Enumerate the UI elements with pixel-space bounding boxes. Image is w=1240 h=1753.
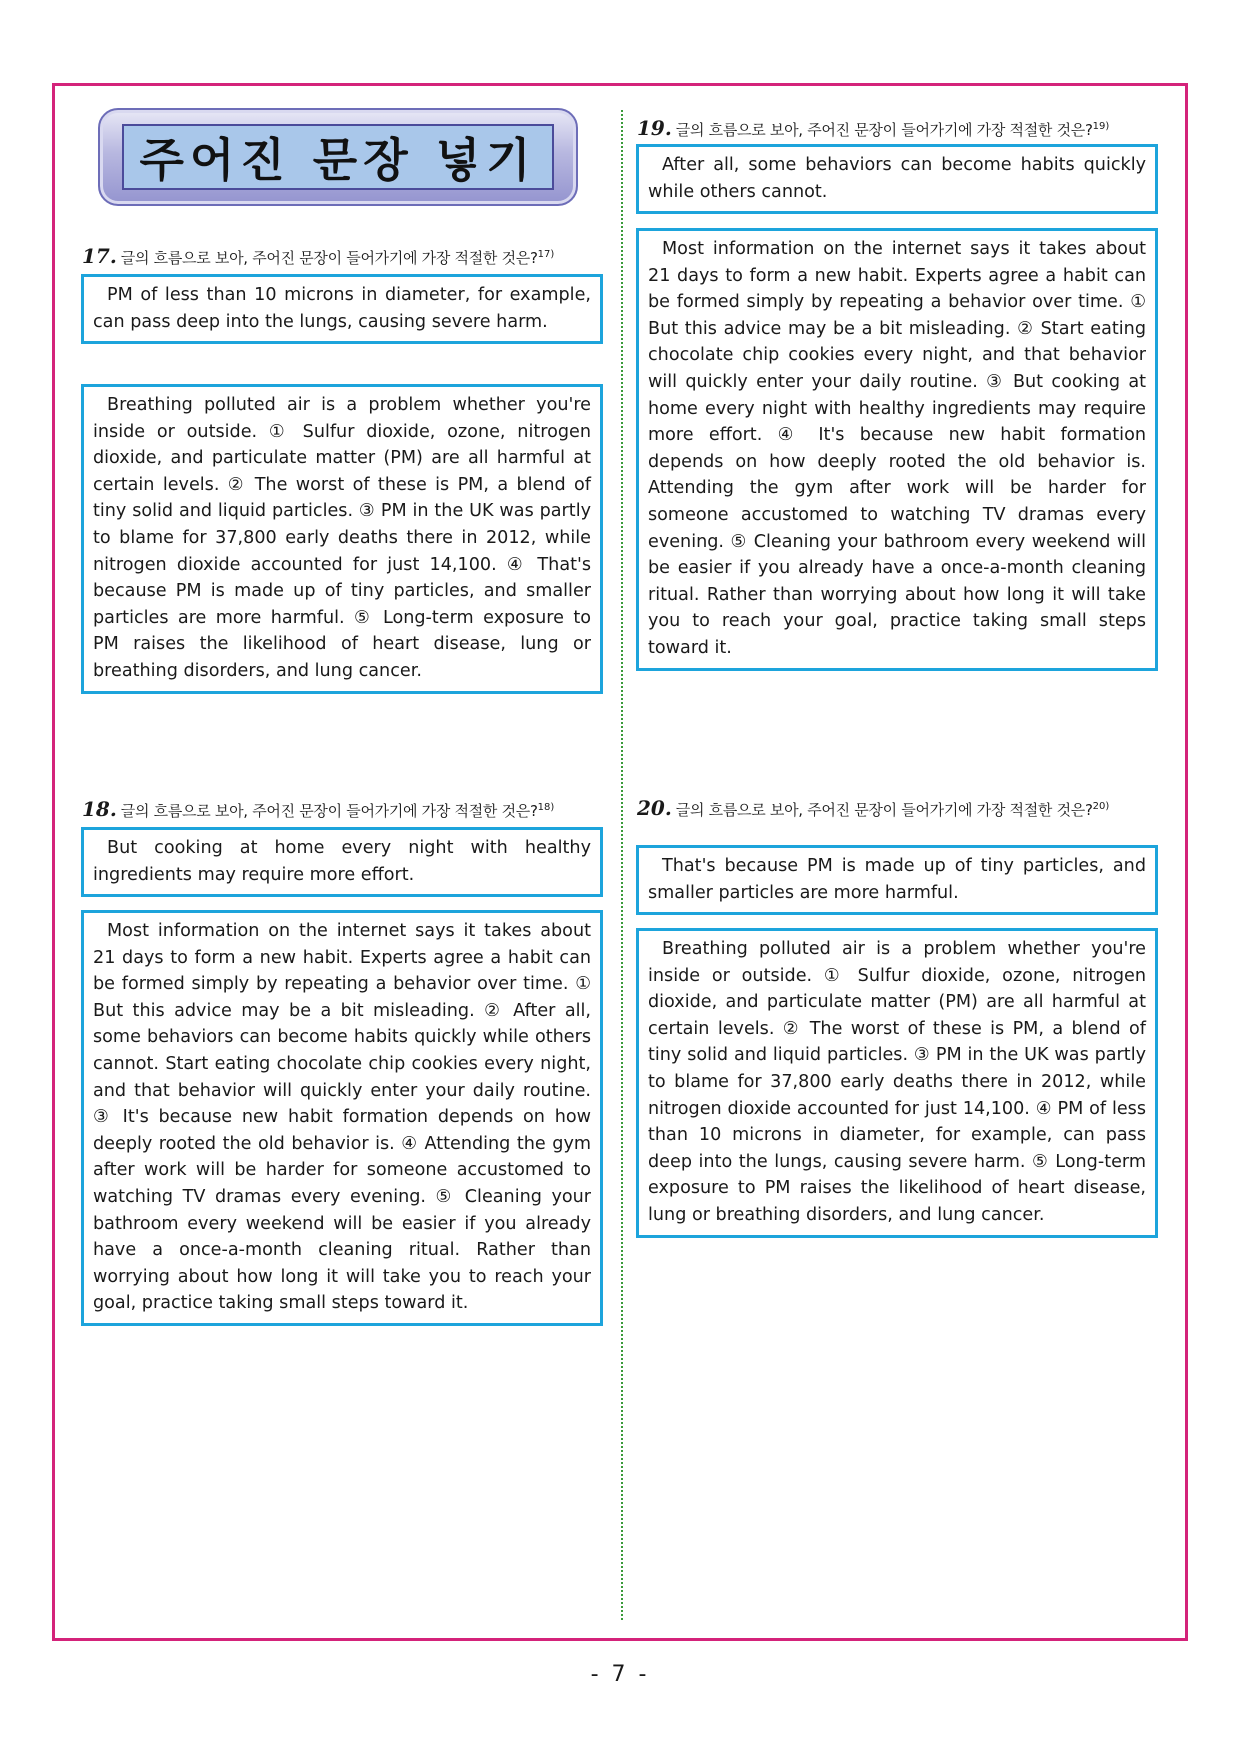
column-divider [621,110,623,1620]
question-prompt: 글의 흐름으로 보아, 주어진 문장이 들어가기에 가장 적절한 것은? [675,121,1093,139]
question-18-header [82,797,554,822]
given-sentence-19: After all, some behaviors can become habits quickly while others cannot. [636,144,1158,214]
given-sentence-18: But cooking at home every night with healthy ingredients may require more effort. [81,827,603,897]
passage-19: Most information on the internet says it takes about 21 days to form a new habit. Experts agree a habit can be formed simply by repeating a behavior over time. ① But this advice may be a bit misleading. ② Start eating chocolate chip cookies every night, and that behavior will quickly enter your daily routine. ③ But cooking at home every night with healthy ingredients may require more effort. ④ It's because new habit formation depends on how deeply rooted the old behavior is. Attending the gym after work will be harder for someone accustomed to watching TV dramas every evening. ⑤ Cleaning your bathroom every weekend will be easier if you already have a once-a-month cleaning ritual. Rather than worrying about how long it will take you to reach your goal, practice taking small steps toward it. [636,228,1158,671]
given-sentence-20: That's because PM is made up of tiny particles, and smaller particles are more harmful. [636,845,1158,915]
question-number: 19. [637,116,672,140]
footnote-marker: 17) [537,249,555,260]
question-prompt: 글의 흐름으로 보아, 주어진 문장이 들어가기에 가장 적절한 것은? [120,249,538,267]
question-number: 18. [82,797,117,821]
page-title: 주어진 문장 넣기 [122,124,554,190]
question-number: 17. [82,244,117,268]
question-19-header [637,116,1109,141]
question-number: 20. [637,796,672,820]
question-20-header [637,796,1109,821]
page-number: - 7 - [590,1662,650,1687]
question-17-header [82,244,554,269]
footnote-marker: 18) [537,802,555,813]
given-sentence-17: PM of less than 10 microns in diameter, for example, can pass deep into the lungs, causing severe harm. [81,274,603,344]
passage-20: Breathing polluted air is a problem whether you're inside or outside. ① Sulfur dioxide, ozone, nitrogen dioxide, and particulate matter (PM) are all harmful at certain levels. ② The worst of these is PM, a blend of tiny solid and liquid particles. ③ PM in the UK was partly to blame for 37,800 early deaths there in 2012, while nitrogen dioxide accounted for just 14,100. ④ PM of less than 10 microns in diameter, for example, can pass deep into the lungs, causing severe harm. ⑤ Long-term exposure to PM raises the likelihood of heart disease, lung or breathing disorders, and lung cancer. [636,928,1158,1238]
question-prompt: 글의 흐름으로 보아, 주어진 문장이 들어가기에 가장 적절한 것은? [120,802,538,820]
question-prompt: 글의 흐름으로 보아, 주어진 문장이 들어가기에 가장 적절한 것은? [675,801,1093,819]
footnote-marker: 19) [1092,121,1110,132]
passage-17: Breathing polluted air is a problem whether you're inside or outside. ① Sulfur dioxide, ozone, nitrogen dioxide, and particulate matter (PM) are all harmful at certain levels. ② The worst of these is PM, a blend of tiny solid and liquid particles. ③ PM in the UK was partly to blame for 37,800 early deaths there in 2012, while nitrogen dioxide accounted for just 14,100. ④ That's because PM is made up of tiny particles, and smaller particles are more harmful. ⑤ Long-term exposure to PM raises the likelihood of heart disease, lung or breathing disorders, and lung cancer. [81,384,603,694]
passage-18: Most information on the internet says it takes about 21 days to form a new habit. Experts agree a habit can be formed simply by repeating a behavior over time. ① But this advice may be a bit misleading. ② After all, some behaviors can become habits quickly while others cannot. Start eating chocolate chip cookies every night, and that behavior will quickly enter your daily routine. ③ It's because new habit formation depends on how deeply rooted the old behavior is. ④ Attending the gym after work will be harder for someone accustomed to watching TV dramas every evening. ⑤ Cleaning your bathroom every weekend will be easier if you already have a once-a-month cleaning ritual. Rather than worrying about how long it will take you to reach your goal, practice taking small steps toward it. [81,910,603,1326]
footnote-marker: 20) [1092,801,1110,812]
title-banner [98,108,578,206]
